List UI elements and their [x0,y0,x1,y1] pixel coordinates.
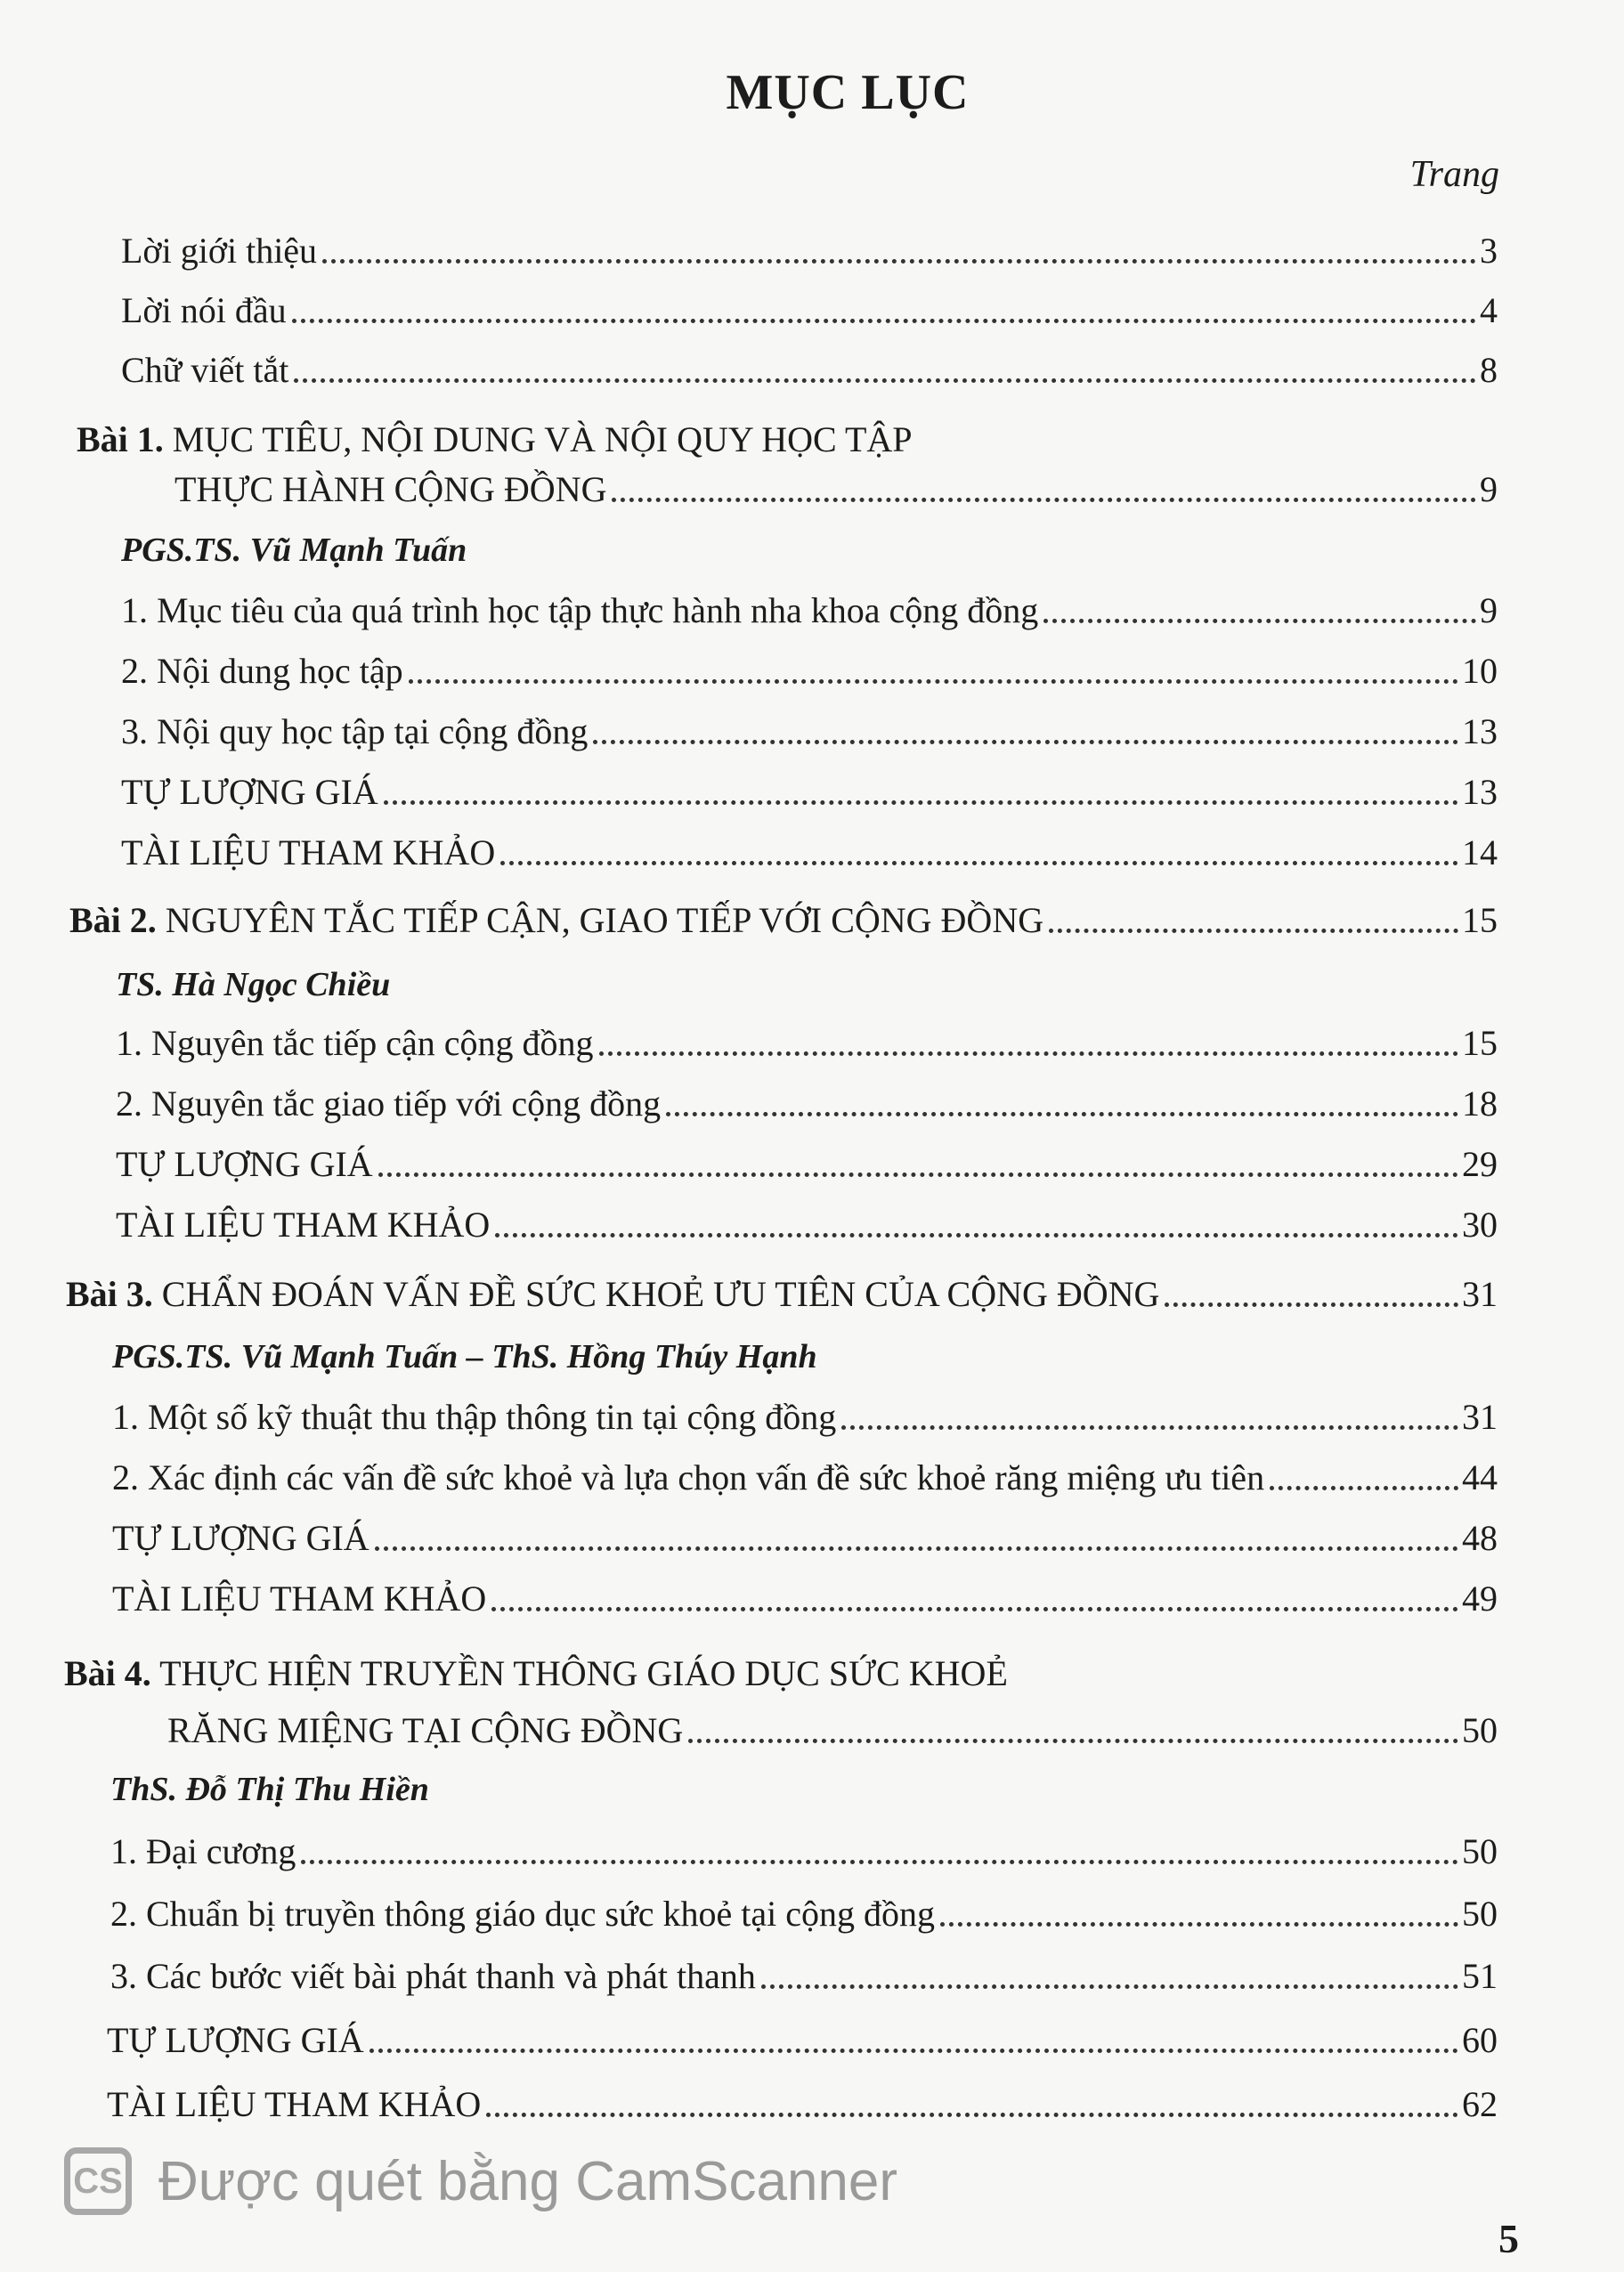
dot-leader [292,319,1476,323]
lesson-title-text: RĂNG MIỆNG TẠI CỘNG ĐỒNG [167,1710,684,1750]
toc-entry-page: 9 [1480,469,1498,509]
toc-entry-label: 3. Các bước viết bài phát thanh và phát thanh [110,1956,756,1996]
toc-entry-label: Lời nói đầu [121,290,287,330]
lesson-2-title[interactable] [69,899,1498,942]
lesson-title-text: NGUYÊN TẮC TIẾP CẬN, GIAO TIẾP VỚI CỘNG ĐỒNG [165,900,1044,940]
dot-leader [375,1546,1458,1551]
toc-entry-label: TỰ LƯỢNG GIÁ [121,772,378,812]
lesson-title-text: THỰC HÀNH CỘNG ĐỒNG [175,469,607,509]
toc-entry-label: 2. Chuẩn bị truyền thông giáo dục sức khoẻ tại cộng đồng [110,1894,935,1934]
toc-entry-page: 3 [1480,231,1498,271]
toc-entry[interactable] [121,832,1498,874]
dot-leader [384,800,1458,805]
dot-leader [495,1233,1458,1237]
toc-entry-label: 1. Một số kỹ thuật thu thập thông tin tại cộng đồng [112,1397,837,1437]
toc-entry-page: 31 [1462,1397,1498,1437]
toc-entry[interactable] [116,1022,1498,1065]
lesson-prefix: Bài 2. [69,900,157,940]
toc-entry-page: 50 [1462,1710,1498,1750]
toc-entry-page: 15 [1462,900,1498,940]
toc-entry-page: 62 [1462,2084,1498,2124]
dot-leader [593,740,1458,744]
lesson-prefix: Bài 4. [64,1653,151,1693]
lesson-title-text: MỤC TIÊU, NỘI DUNG VÀ NỘI QUY HỌC TẬP [172,419,913,459]
dot-leader [761,1984,1458,1989]
toc-entry[interactable] [121,771,1498,814]
toc-entry[interactable] [112,1457,1498,1499]
dot-leader [486,2113,1458,2117]
toc-entry-page: 29 [1462,1144,1498,1184]
dot-leader [409,679,1458,684]
toc-entry-page: 4 [1480,290,1498,330]
page-column-label: Trang [1409,154,1499,195]
toc-entry-intro[interactable] [121,230,1498,272]
toc-entry[interactable] [112,1396,1498,1439]
toc-entry-label: Lời giới thiệu [121,231,318,271]
toc-entry[interactable] [110,1830,1498,1873]
dot-leader [500,861,1458,865]
toc-entry[interactable] [121,710,1498,753]
toc-entry-page: 49 [1462,1578,1498,1619]
toc-entry-page: 44 [1462,1457,1498,1497]
toc-entry-page: 15 [1462,1023,1498,1063]
toc-entry-page: 13 [1462,772,1498,812]
lesson-2-author: TS. Hà Ngọc Chiều [116,966,391,1003]
toc-entry[interactable] [110,1955,1498,1998]
toc-entry-page: 18 [1462,1083,1498,1124]
toc-entry[interactable] [110,1893,1498,1935]
toc-entry-page: 60 [1462,2020,1498,2060]
lesson-1-title[interactable] [77,418,913,461]
toc-entry[interactable] [121,650,1498,693]
camscanner-text: Được quét bằng CamScanner [158,2150,898,2212]
dot-leader [378,1173,1458,1177]
toc-entry-page: 10 [1462,651,1498,691]
toc-entry[interactable] [112,1578,1498,1620]
dot-leader [1270,1486,1458,1490]
toc-entry-page: 30 [1462,1205,1498,1245]
toc-entry[interactable] [116,1204,1498,1246]
toc-entry-label: 2. Nội dung học tập [121,651,403,691]
lesson-title-text: THỰC HIỆN TRUYỀN THÔNG GIÁO DỤC SỨC KHOẺ [159,1653,1008,1693]
toc-entry-label: TỰ LƯỢNG GIÁ [116,1144,373,1184]
dot-leader [612,498,1476,502]
toc-entry-label: 3. Nội quy học tập tại cộng đồng [121,711,589,751]
toc-entry-label: TÀI LIỆU THAM KHẢO [116,1205,491,1245]
toc-entry-page: 9 [1480,590,1498,630]
toc-entry-abbreviations[interactable] [121,349,1498,392]
toc-entry-label: TÀI LIỆU THAM KHẢO [121,832,496,872]
toc-entry-page: 14 [1462,832,1498,872]
toc-entry[interactable] [116,1083,1498,1125]
toc-entry[interactable] [107,2019,1498,2062]
toc-entry-label: TỰ LƯỢNG GIÁ [112,1518,369,1558]
toc-entry[interactable] [112,1517,1498,1560]
toc-entry-page: 8 [1480,350,1498,390]
toc-entry-label: TỰ LƯỢNG GIÁ [107,2020,364,2060]
toc-entry-page: 51 [1462,1956,1498,1996]
toc-entry[interactable] [116,1143,1498,1186]
toc-entry-label: TÀI LIỆU THAM KHẢO [107,2084,482,2124]
toc-entry[interactable] [121,589,1498,632]
dot-leader [688,1739,1458,1743]
page-title: MỤC LỤC [726,65,970,120]
toc-entry-page: 13 [1462,711,1498,751]
lesson-prefix: Bài 3. [66,1274,153,1314]
camscanner-watermark [64,2147,897,2215]
dot-leader [369,2049,1458,2053]
toc-entry-label: TÀI LIỆU THAM KHẢO [112,1578,487,1619]
lesson-1-author: PGS.TS. Vũ Mạnh Tuấn [121,531,467,569]
page-number: 5 [1498,2216,1519,2261]
toc-entry-page: 50 [1462,1894,1498,1934]
dot-leader [294,378,1476,383]
dot-leader [666,1112,1458,1116]
lesson-1-title-cont[interactable] [175,468,1498,511]
lesson-4-title-cont[interactable] [167,1709,1498,1752]
toc-entry-label: Chữ viết tắt [121,350,289,390]
toc-entry-label: 2. Nguyên tắc giao tiếp với cộng đồng [116,1083,662,1124]
toc-entry-preface[interactable] [121,289,1498,332]
dot-leader [940,1922,1458,1927]
toc-entry-label: 2. Xác định các vấn đề sức khoẻ và lựa chọn vấn đề sức khoẻ răng miệng ưu tiên [112,1457,1265,1497]
toc-entry-label: 1. Nguyên tắc tiếp cận cộng đồng [116,1023,594,1063]
dot-leader [841,1425,1458,1430]
dot-leader [1043,619,1476,623]
toc-entry[interactable] [107,2083,1498,2126]
dot-leader [599,1051,1458,1056]
lesson-4-author: ThS. Đỗ Thị Thu Hiền [110,1771,429,1808]
dot-leader [491,1607,1458,1611]
dot-leader [322,259,1476,264]
lesson-title-text: CHẨN ĐOÁN VẤN ĐỀ SỨC KHOẺ ƯU TIÊN CỦA CỘNG ĐỒNG [161,1274,1160,1314]
toc-entry-page: 50 [1462,1831,1498,1871]
lesson-3-title[interactable] [66,1273,1498,1316]
toc-entry-label: 1. Đại cương [110,1831,296,1871]
lesson-prefix: Bài 1. [77,419,164,459]
dot-leader [301,1860,1458,1864]
toc-entry-label: 1. Mục tiêu của quá trình học tập thực hành nha khoa cộng đồng [121,590,1039,630]
lesson-3-author: PGS.TS. Vũ Mạnh Tuấn – ThS. Hồng Thúy Hạnh [112,1338,817,1375]
dot-leader [1049,929,1458,933]
lesson-4-title[interactable] [64,1652,1008,1695]
camscanner-logo-icon: CS [64,2147,132,2215]
dot-leader [1165,1302,1458,1307]
toc-entry-page: 48 [1462,1518,1498,1558]
toc-entry-page: 31 [1462,1274,1498,1314]
